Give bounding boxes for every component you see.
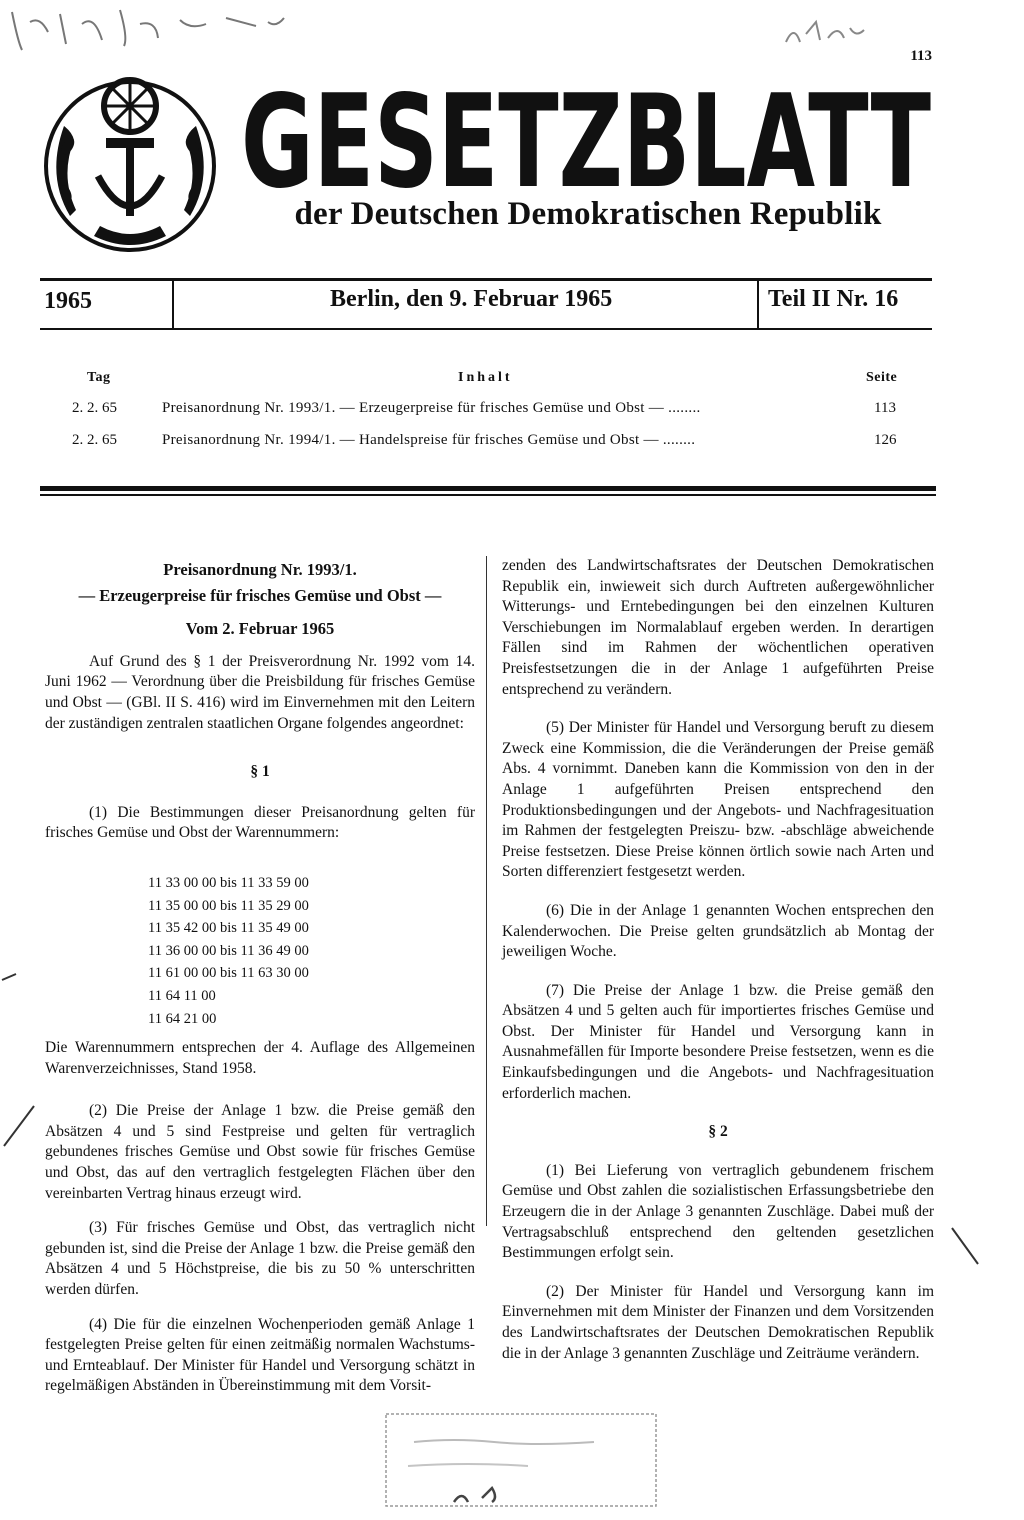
toc-row[interactable] [72,400,932,424]
paragraph: (5) Der Minister für Handel und Versorgung beruft zu diesem Zweck eine Kommission, die die Veränderungen der Preise gemäß Abs. 4 vornimmt. Daneben kann die Kommission von den in der Anlage 1 aufgeführten Preisen entsprechend den Produktionsbedingungen und der Angebots- und Nachfragesituation im Rahmen der festgelegten Preiszu- bzw. -abschläge abweichende Preise festsetzen. Diese Preise können örtlich sowie nach Arten und Sorten differenziert festgesetzt werden. [502,719,934,881]
masthead-title [236,76,936,196]
masthead-subtitle: der Deutschen Demokratischen Republik [294,196,882,232]
paragraph: (1) Bei Lieferung von vertraglich gebundenem frischem Gemüse und Obst zahlen die sozialistischen Erfassungsbetriebe den Erzeugern die in der Anlage 3 genannten Zuschläge. Dabei muß der Vertragsabschluß entsprechend den geltenden gesetzlichen Bestimmungen erfolgt sein. [502,1161,934,1262]
handwritten-annotation-topright [780,14,870,54]
goods-number-range: 11 35 00 00 bis 11 35 29 00 [148,897,309,914]
masthead-title-text: GESETZBLATT [241,76,931,196]
left-column [45,560,475,844]
goods-number-range: 11 36 00 00 bis 11 36 49 00 [148,942,309,959]
goods-number-range: 11 33 00 00 bis 11 33 59 00 [148,875,309,891]
paragraph: zenden des Landwirtschaftsrates der Deutschen Demokratischen Republik ein, inwieweit sich durch Auftreten außergewöhnlicher Witterungs- und Erntebedingungen bei den einzelnen Kulturen Verschiebungen im Normalablauf ergeben werden. In derartigen Fällen sind im Rahmen der wöchentlichen operativen Preisfestsetzungen die in der Anlage 1 aufgeführten Preise entsprechend zu verändern. [502,557,934,698]
intro-paragraph: Auf Grund des § 1 der Preisverordnung Nr. 1992 vom 14. Juni 1962 — Verordnung über die Preisbildung für frisches Gemüse und Obst — (GBl. II S. 416) wird im Einvernehmen mit den Leitern der zuständigen zentralen staatlichen Organe folgendes angeordnet: [45,652,475,732]
goods-number-range: 11 61 00 00 bis 11 63 30 00 [148,965,309,982]
issue-header-rule-bottom [40,328,932,330]
section-heading: § 2 [708,1123,728,1141]
column-divider [486,556,487,1226]
toc-row-page: 126 [874,432,897,448]
paragraph: (1) Die Bestimmungen dieser Preisanordnung gelten für frisches Gemüse und Obst der Warennummern: [45,803,475,842]
goods-number-list [148,872,309,1030]
issue-header-separator [757,280,759,328]
ordinance-title: Preisanordnung Nr. 1993/1. [163,560,357,579]
section-heading: § 1 [250,763,270,781]
paragraph: (7) Die Preise der Anlage 1 bzw. die Preise gemäß den Absätzen 4 und 5 gelten auch für importiertes frisches Gemüse und Obst. Der Minister für Handel und Versorgung kann in Ausnahmefällen für Importe besondere Preise festsetzen, wenn es die Einkaufsbedingungen und die Angebots- und Nachfragesituation erforderlich machen. [502,981,934,1102]
page-number: 113 [910,48,932,64]
margin-pen-mark [948,1222,988,1272]
issue-number: Teil II Nr. 16 [768,286,899,312]
goods-number-range: 11 35 42 00 bis 11 35 49 00 [148,920,309,937]
goods-number-range: 11 64 11 00 [148,987,216,1004]
paragraph: (2) Die Preise der Anlage 1 bzw. die Preise gemäß den Absätzen 4 und 5 sind Festpreise und gelten für vertraglich gebundenes frisches Gemüse und Obst sowie für frisches Gemüse und Obst, das auf den vertraglich festgelegten Flächen über den vereinbarten Vertrag hinaus erzeugt wird. [45,1102,475,1202]
section-rule-thick [40,486,936,491]
paragraph: Die Warennummern entsprechen der 4. Auflage des Allgemeinen Warenverzeichnisses, Stand 1958. [45,1039,475,1077]
goods-number-range: 11 64 21 00 [148,1010,217,1027]
paragraph: (2) Der Minister für Handel und Versorgung kann im Einvernehmen mit dem Minister der Finanzen und dem Vorsitzenden des Landwirtschaftsrates der Deutschen Demokratischen Republik die in der Anlage 3 genannten Zuschläge und Zeiträume verändern. [502,1282,934,1362]
toc-row-title: Preisanordnung Nr. 1994/1. — Handelspreise für frisches Gemüse und Obst — ........ [162,432,696,448]
toc-row-title: Preisanordnung Nr. 1993/1. — Erzeugerpreise für frisches Gemüse und Obst — ........ [162,400,701,416]
state-emblem-icon [40,76,220,256]
toc-col-content: Inhalt [458,370,513,385]
issue-header-separator [172,280,174,328]
toc-row-day: 2. 2. 65 [72,400,117,416]
paragraph: (6) Die in der Anlage 1 genannten Wochen entsprechen den Kalenderwochen. Die Preise gelten grundsätzlich ab Montag der jeweiligen Woche. [502,901,934,961]
toc-row[interactable] [72,432,932,456]
toc-row-day: 2. 2. 65 [72,432,117,448]
toc-row-page: 113 [874,400,896,416]
issue-date: Berlin, den 9. Februar 1965 [330,286,613,312]
ordinance-date: Vom 2. Februar 1965 [185,619,335,639]
toc-col-day: Tag [87,370,111,385]
margin-pen-mark [0,968,20,988]
handwritten-annotation-top [0,0,300,60]
paragraph: (4) Die für die einzelnen Wochenperioden gemäß Anlage 1 festgelegten Preise gelten für einen zeitmäßig normalen Wachstums- und Ernteablauf. Der Minister für Handel und Versorgung schätzt in regelmäßigen Abständen in Übereinstimmung mit dem Vorsit- [45,1315,475,1395]
archive-stamp [384,1406,658,1514]
issue-year: 1965 [44,288,92,314]
toc-col-page: Seite [866,370,898,385]
ordinance-subtitle: — Erzeugerpreise für frisches Gemüse und Obst — [78,585,442,605]
left-column-lower [45,1038,475,1397]
margin-pen-mark [0,1100,40,1150]
right-column [502,556,934,1364]
paragraph: (3) Für frisches Gemüse und Obst, das vertraglich nicht gebunden ist, sind die Preise der Anlage 1 bzw. die Preise gemäß den Absätzen 4 und 5 Höchstpreise, die bis zu 50 % unterschritten werden dürfen. [45,1219,475,1298]
section-rule-thin [40,494,936,496]
